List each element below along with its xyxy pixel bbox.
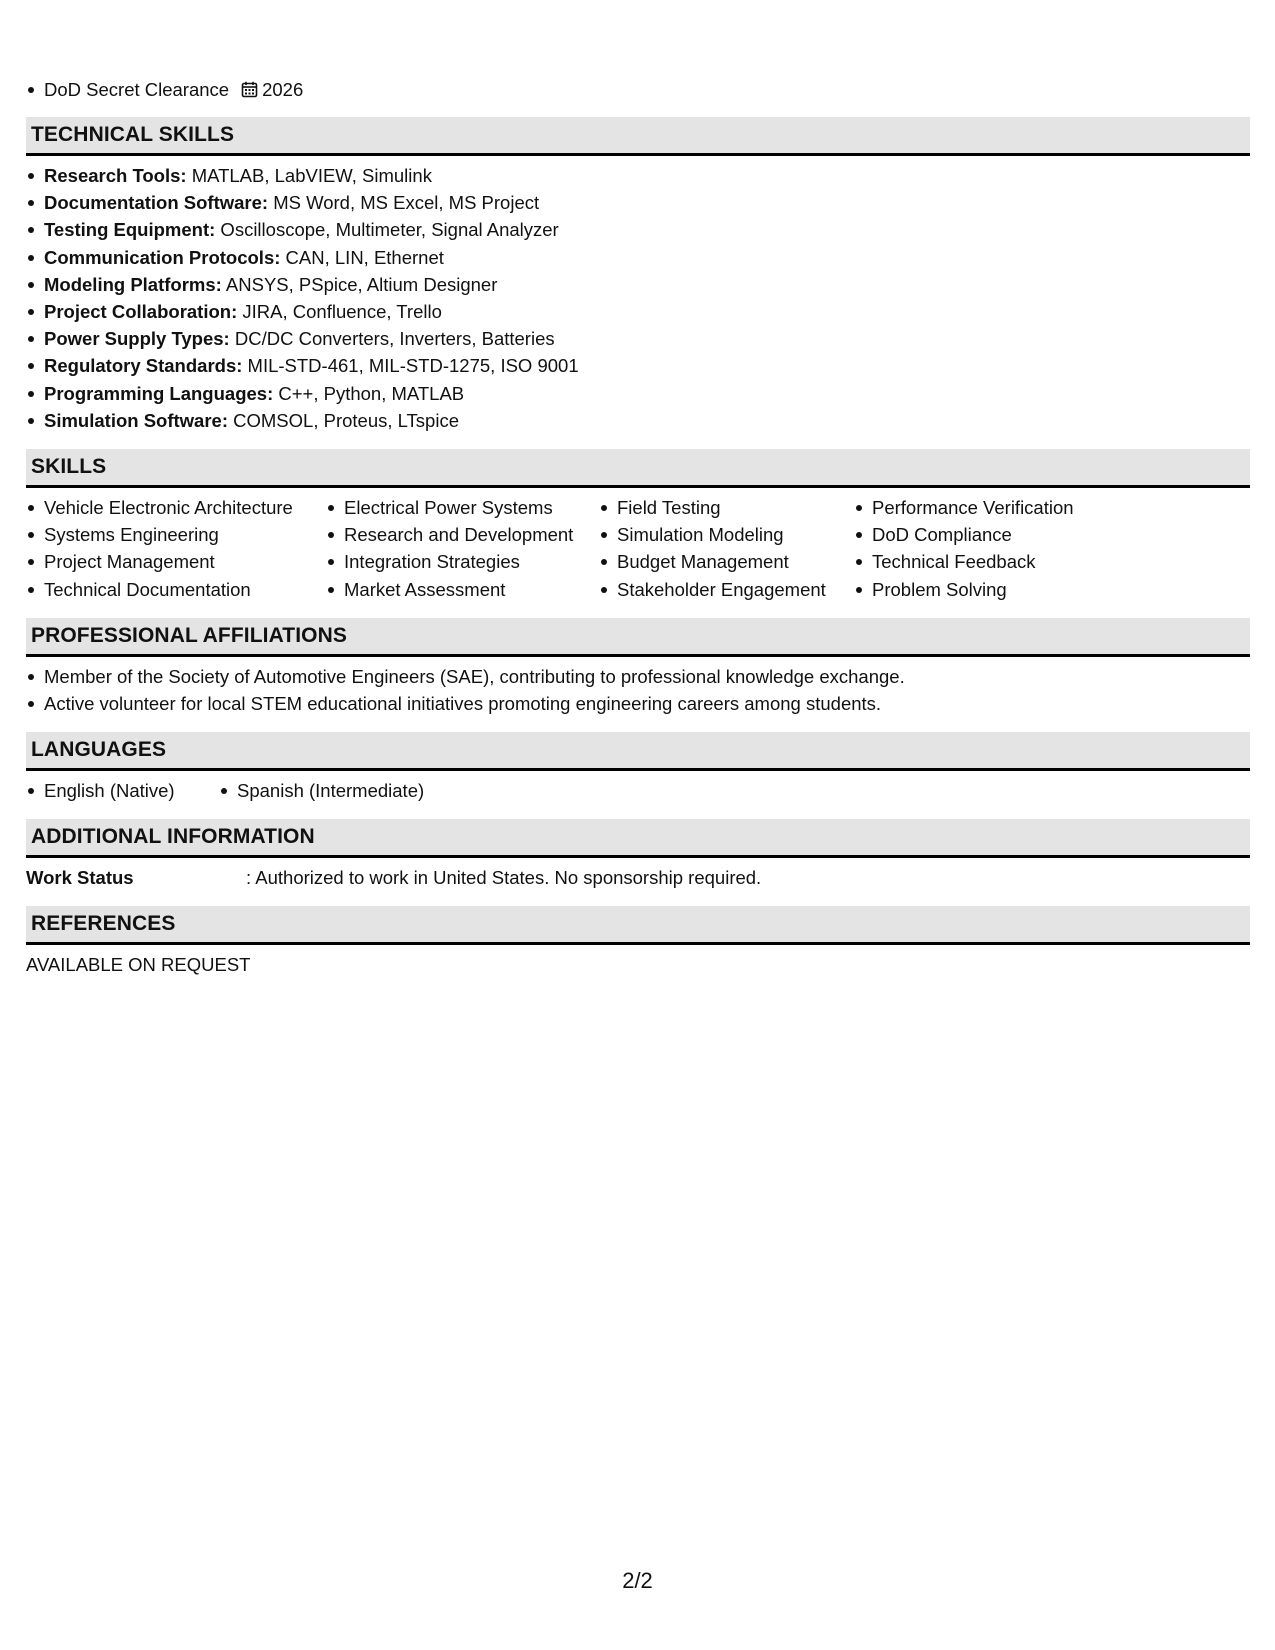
technical-skill-item <box>44 244 1250 271</box>
section-title: ADDITIONAL INFORMATION <box>31 825 315 849</box>
section-title: SKILLS <box>31 455 107 479</box>
languages-section <box>26 771 1250 819</box>
technical-skill-item <box>44 407 1250 434</box>
language-item: English (Native) <box>44 777 219 804</box>
skill-item: Technical Feedback <box>872 548 1102 575</box>
skill-category: Regulatory Standards: <box>44 355 243 377</box>
skill-values: DC/DC Converters, Inverters, Batteries <box>229 328 555 350</box>
skill-item: Vehicle Electronic Architecture <box>44 494 326 521</box>
page-number: 2/2 <box>622 1568 653 1593</box>
technical-skill-item <box>44 325 1250 352</box>
skill-item: Problem Solving <box>872 576 1102 603</box>
skill-category: Documentation Software: <box>44 192 269 214</box>
skill-item: Performance Verification <box>872 494 1102 521</box>
certification-item <box>44 76 1250 104</box>
section-header-skills <box>26 449 1250 488</box>
skill-item: Simulation Modeling <box>617 521 854 548</box>
skills-column <box>326 494 599 603</box>
references-text: AVAILABLE ON REQUEST <box>26 954 251 976</box>
work-status-value: : Authorized to work in United States. No sponsorship required. <box>246 867 762 889</box>
skill-category: Modeling Platforms: <box>44 273 222 295</box>
calendar-icon <box>241 81 258 98</box>
skill-category: Communication Protocols: <box>44 246 281 268</box>
skill-item: Budget Management <box>617 548 854 575</box>
skill-item: Field Testing <box>617 494 854 521</box>
section-header-references <box>26 906 1250 945</box>
language-item: Spanish (Intermediate) <box>237 777 424 804</box>
affiliation-item: Member of the Society of Automotive Engineers (SAE), contributing to professional knowledge exchange. <box>44 663 1250 690</box>
skills-grid <box>26 494 1250 603</box>
section-title: TECHNICAL SKILLS <box>31 123 235 146</box>
skill-item: Research and Development <box>344 521 599 548</box>
affiliations-section <box>26 657 1250 732</box>
skill-values: C++, Python, MATLAB <box>273 382 465 404</box>
skill-values: Oscilloscope, Multimeter, Signal Analyzer <box>215 219 559 241</box>
section-title: LANGUAGES <box>31 738 167 762</box>
technical-skill-item <box>44 298 1250 325</box>
skill-item: Market Assessment <box>344 576 599 603</box>
skill-item: Integration Strategies <box>344 548 599 575</box>
skill-item: DoD Compliance <box>872 521 1102 548</box>
skill-category: Project Collaboration: <box>44 301 238 323</box>
references-section <box>26 945 1250 993</box>
skill-item: Stakeholder Engagement <box>617 576 854 603</box>
section-title: PROFESSIONAL AFFILIATIONS <box>31 623 347 647</box>
section-header-additional-info <box>26 819 1250 858</box>
certifications-list <box>26 76 1250 104</box>
certification-name: DoD Secret Clearance <box>44 79 230 101</box>
technical-skill-item <box>44 162 1250 189</box>
skills-column <box>854 494 1102 603</box>
skill-values: ANSYS, PSpice, Altium Designer <box>221 273 498 295</box>
skill-item: Technical Documentation <box>44 576 326 603</box>
affiliation-item: Active volunteer for local STEM educational initiatives promoting engineering careers among students. <box>44 690 1250 717</box>
section-title: REFERENCES <box>31 912 176 936</box>
skill-values: JIRA, Confluence, Trello <box>237 301 442 323</box>
skill-category: Power Supply Types: <box>44 328 230 350</box>
work-status-label: Work Status <box>26 867 134 889</box>
section-header-technical-skills <box>26 117 1250 156</box>
work-status-row <box>26 864 1250 891</box>
section-header-affiliations <box>26 618 1250 657</box>
skill-values: MS Word, MS Excel, MS Project <box>268 192 540 214</box>
skills-column <box>26 494 326 603</box>
skills-column <box>599 494 854 603</box>
skill-item: Systems Engineering <box>44 521 326 548</box>
technical-skill-item <box>44 216 1250 243</box>
technical-skill-item <box>44 271 1250 298</box>
skill-category: Programming Languages: <box>44 382 274 404</box>
skill-category: Testing Equipment: <box>44 219 216 241</box>
skill-item: Electrical Power Systems <box>344 494 599 521</box>
skills-section <box>26 488 1250 618</box>
skill-values: MATLAB, LabVIEW, Simulink <box>186 165 432 186</box>
skill-item: Project Management <box>44 548 326 575</box>
resume-page-2 <box>26 76 1250 993</box>
skill-values: MIL-STD-461, MIL-STD-1275, ISO 9001 <box>242 355 579 377</box>
skill-category: Simulation Software: <box>44 409 228 431</box>
technical-skill-item <box>44 352 1250 379</box>
section-header-languages <box>26 732 1250 771</box>
technical-skills-section <box>26 156 1250 449</box>
technical-skill-item <box>44 380 1250 407</box>
skill-category: Research Tools: <box>44 165 187 186</box>
technical-skill-item <box>44 189 1250 216</box>
skill-values: CAN, LIN, Ethernet <box>280 246 444 268</box>
certification-year: 2026 <box>262 79 304 101</box>
skill-values: COMSOL, Proteus, LTspice <box>228 409 459 431</box>
additional-info-section <box>26 858 1250 906</box>
